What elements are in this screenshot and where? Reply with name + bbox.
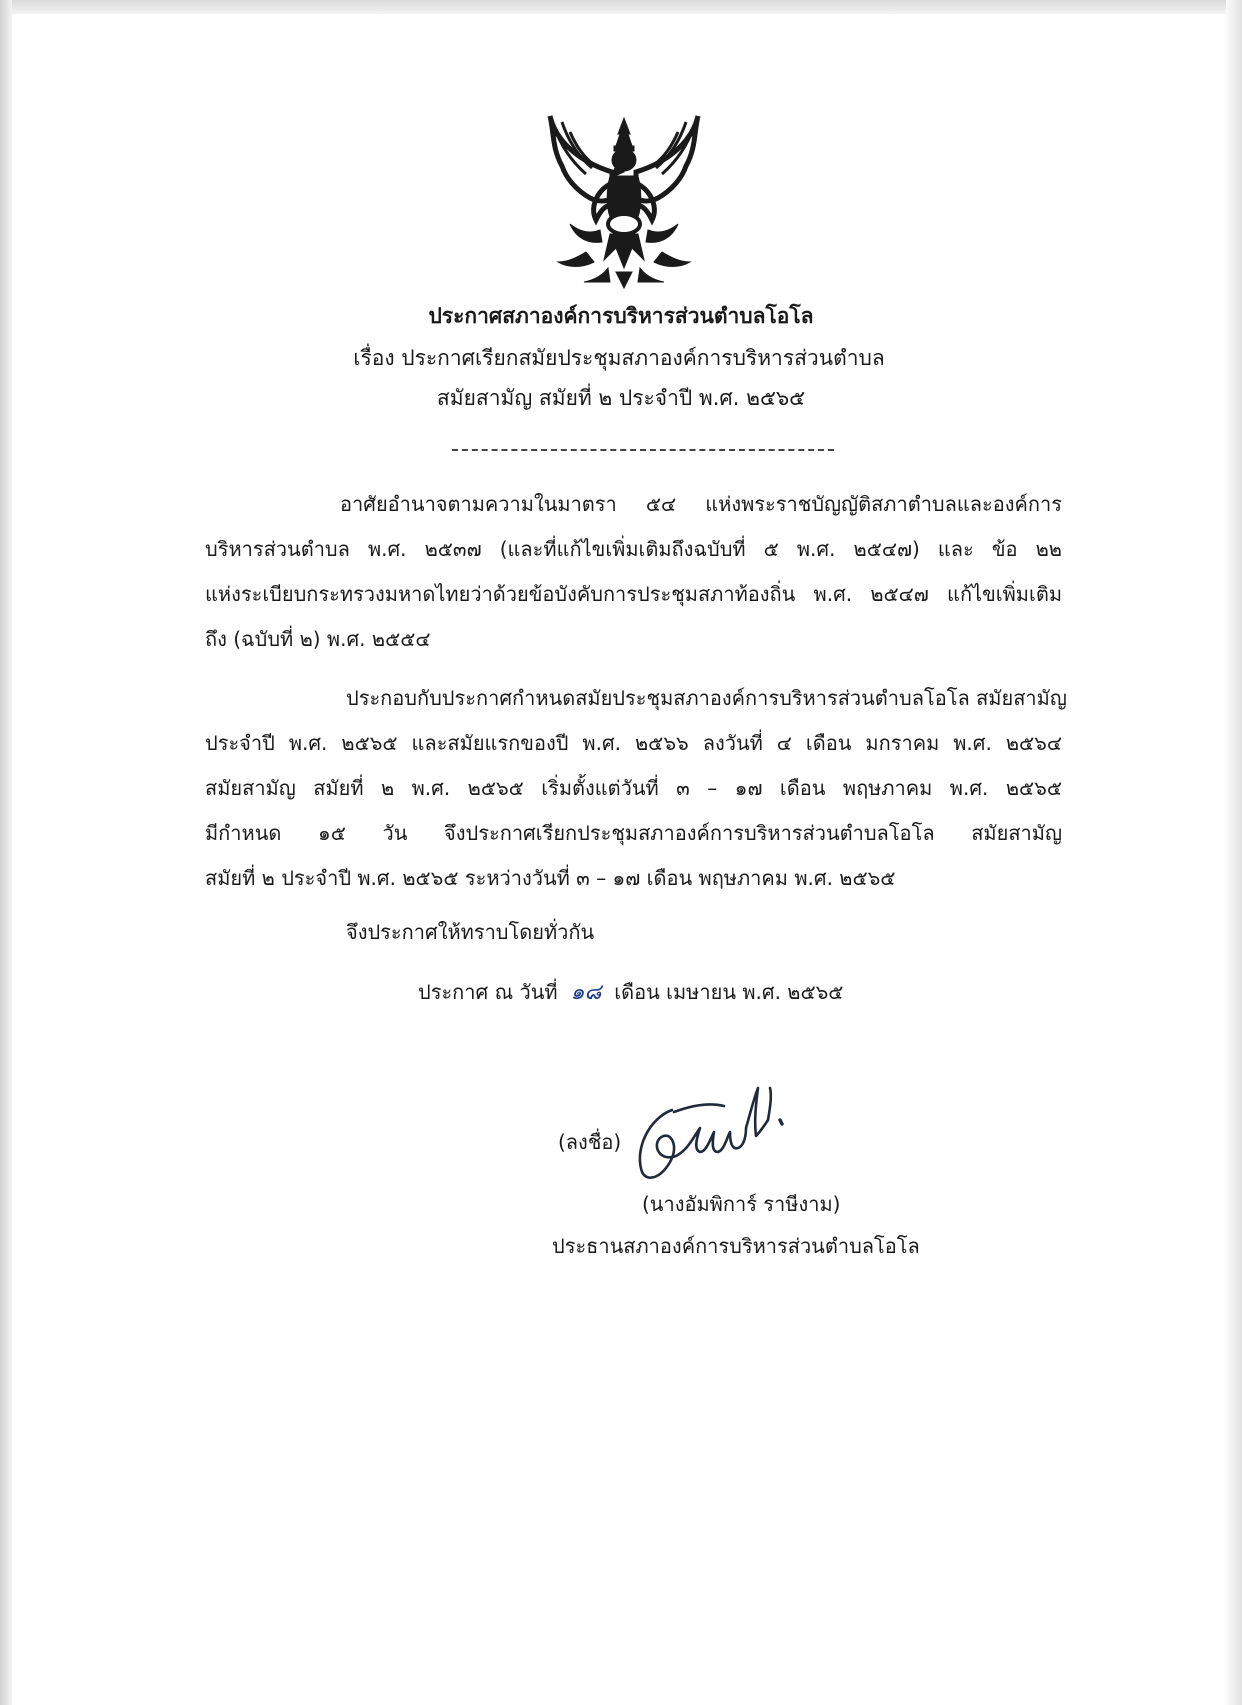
- date-suffix: เดือน เมษายน พ.ศ. ๒๕๖๕: [614, 980, 844, 1004]
- announcement-date: [418, 982, 843, 1004]
- paragraph2-line-5: สมัยที่ ๒ ประจำปี พ.ศ. ๒๕๖๕ ระหว่างวันที่ ๓ – ๑๗ เดือน พฤษภาคม พ.ศ. ๒๕๖๕: [205, 866, 896, 890]
- paragraph2-line-4: มีกำหนด ๑๕ วัน จึงประกาศเรียกประชุมสภาองค์การบริหารส่วนตำบลโอโล สมัยสามัญ: [205, 821, 1062, 845]
- dashed-separator: [452, 449, 834, 451]
- signature-label: (ลงชื่อ): [558, 1130, 622, 1154]
- paragraph1-line-4: ถึง (ฉบับที่ ๒) พ.ศ. ๒๕๕๔: [205, 627, 431, 651]
- signer-position: ประธานสภาองค์การบริหารส่วนตำบลโอโล: [552, 1234, 920, 1258]
- page-edge-left: [0, 0, 12, 1705]
- paragraph2-line-2: ประจำปี พ.ศ. ๒๕๖๕ และสมัยแรกของปี พ.ศ. ๒๕๖๖ ลงวันที่ ๔ เดือน มกราคม พ.ศ. ๒๕๖๔: [205, 731, 1062, 755]
- document-session: สมัยสามัญ สมัยที่ ๒ ประจำปี พ.ศ. ๒๕๖๕: [436, 386, 806, 410]
- handwritten-signature-icon: [630, 1058, 790, 1188]
- paragraph1-line-1: อาศัยอำนาจตามความในมาตรา ๕๔ แห่งพระราชบัญญัติสภาตำบลและองค์การ: [340, 492, 1062, 516]
- date-prefix: ประกาศ ณ วันที่: [418, 980, 558, 1004]
- paragraph2-line-3: สมัยสามัญ สมัยที่ ๒ พ.ศ. ๒๕๖๕ เริ่มตั้งแต่วันที่ ๓ – ๑๗ เดือน พฤษภาคม พ.ศ. ๒๕๖๕: [205, 776, 1062, 800]
- garuda-emblem-icon: [540, 112, 708, 290]
- page-edge-right: [1226, 0, 1242, 1705]
- document-title: ประกาศสภาองค์การบริหารส่วนตำบลโอโล: [428, 304, 814, 328]
- paragraph1-line-3: แห่งระเบียบกระทรวงมหาดไทยว่าด้วยข้อบังคับการประชุมสภาท้องถิ่น พ.ศ. ๒๕๔๗ แก้ไขเพิ่มเติม: [205, 582, 1062, 606]
- paragraph2-line-1: ประกอบกับประกาศกำหนดสมัยประชุมสภาองค์การบริหารส่วนตำบลโอโล สมัยสามัญ: [346, 686, 1067, 710]
- page-edge-top: [0, 0, 1242, 14]
- handwritten-day: ๑๘: [570, 980, 602, 1005]
- document-subject: เรื่อง ประกาศเรียกสมัยประชุมสภาองค์การบริหารส่วนตำบล: [353, 346, 885, 370]
- closing-statement: จึงประกาศให้ทราบโดยทั่วกัน: [346, 920, 595, 944]
- signer-name: (นางอัมพิการ์ ราษีงาม): [642, 1192, 841, 1216]
- paragraph1-line-2: บริหารส่วนตำบล พ.ศ. ๒๕๓๗ (และที่แก้ไขเพิ่มเติมถึงฉบับที่ ๕ พ.ศ. ๒๕๔๗) และ ข้อ ๒๒: [205, 537, 1062, 561]
